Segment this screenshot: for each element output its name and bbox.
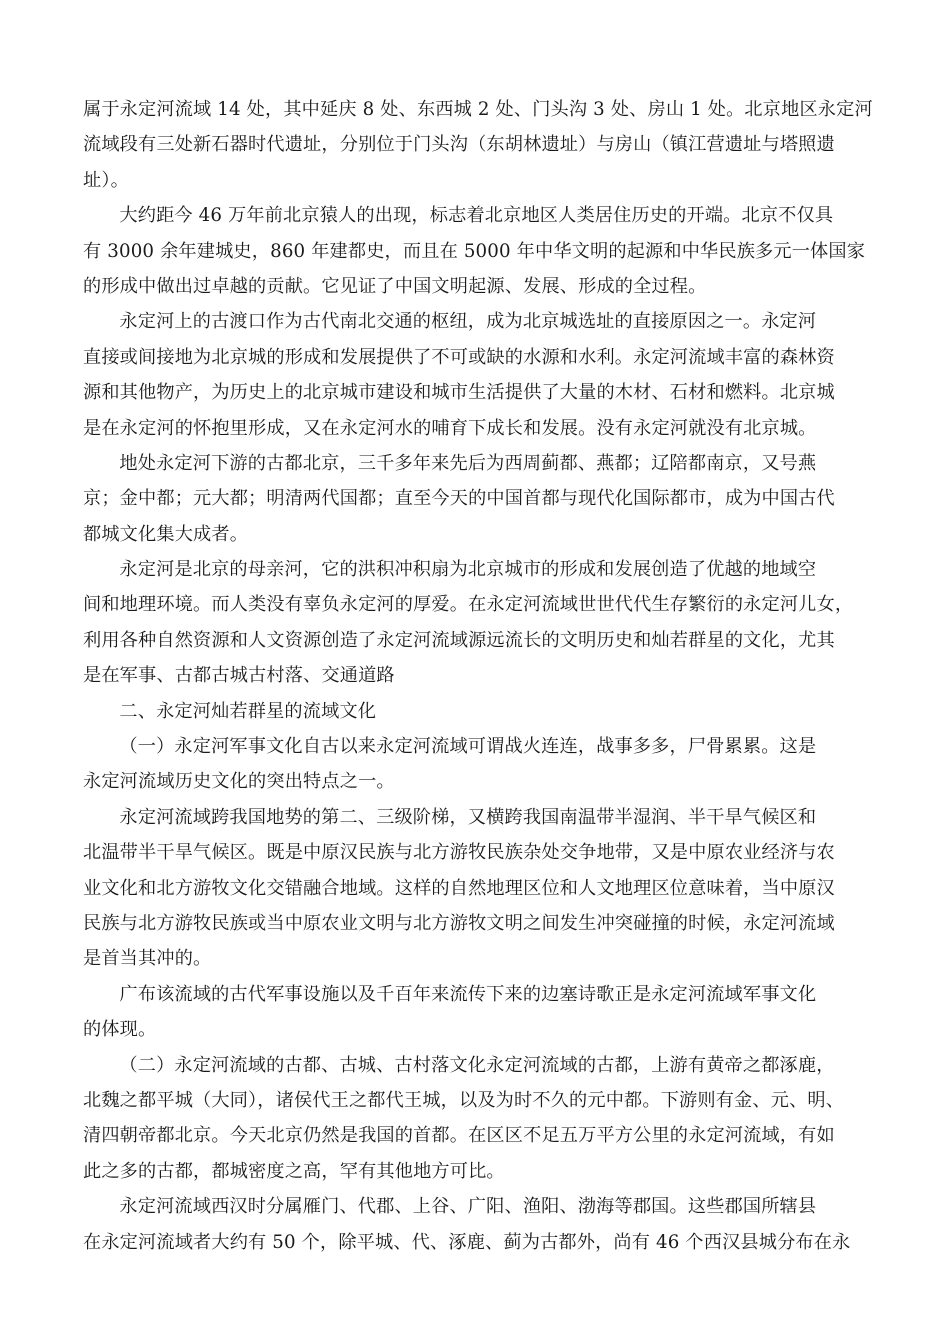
paragraph [83, 446, 879, 552]
document-body [83, 92, 879, 1260]
text-line: 京；金中都；元大都；明清两代国都；直至今天的中国首都与现代化国际都市，成为中国古代 [83, 488, 835, 510]
text-line: 永定河流域跨我国地势的第二、三级阶梯，又横跨我国南温带半湿润、半干旱气候区和 [119, 806, 817, 828]
text-line: （二）永定河流域的古都、古城、古村落文化永定河流域的古都，上游有黄帝之都涿鹿， [119, 1054, 835, 1076]
text-line: 是在军事、古都古城古村落、交通道路 [83, 665, 395, 687]
text-line: 民族与北方游牧民族或当中原农业文明与北方游牧文明之间发生冲突碰撞的时候，永定河流域 [83, 912, 835, 934]
paragraph [83, 800, 879, 977]
text-line: 永定河流域西汉时分属雁门、代郡、上谷、广阳、渔阳、渤海等郡国。这些郡国所辖县 [119, 1196, 817, 1218]
text-line: 直接或间接地为北京城的形成和发展提供了不可或缺的水源和水利。永定河流域丰富的森林资 [83, 346, 835, 368]
text-line: 利用各种自然资源和人文资源创造了永定河流域源远流长的文明历史和灿若群星的文化，尤其 [83, 629, 835, 651]
paragraph [83, 304, 879, 446]
text-line: 都城文化集大成者。 [83, 523, 249, 545]
text-line: 永定河流域历史文化的突出特点之一。 [83, 771, 395, 793]
text-line: 属于永定河流域 14 处，其中延庆 8 处、东西城 2 处、门头沟 3 处、房山 1 处。北京地区永定河 [83, 99, 873, 120]
text-line: 北温带半干旱气候区。既是中原汉民族与北方游牧民族杂处交争地带，又是中原农业经济与农 [83, 842, 835, 864]
text-line: 地处永定河下游的古都北京，三千多年来先后为西周蓟都、燕都；辽陪都南京，又号燕 [119, 452, 817, 474]
text-line: 北魏之都平城（大同），诸侯代王之都代王城，以及为时不久的元中都。下游则有金、元、明、 [83, 1089, 845, 1111]
text-line: 二、永定河灿若群星的流域文化 [119, 700, 377, 722]
paragraph [83, 729, 879, 800]
text-line: 业文化和北方游牧文化交错融合地域。这样的自然地理区位和人文地理区位意味着，当中原汉 [83, 877, 835, 899]
text-line: 间和地理环境。而人类没有辜负永定河的厚爱。在永定河流域世世代代生存繁衍的永定河儿女， [83, 594, 854, 616]
paragraph [83, 1189, 879, 1260]
paragraph [83, 1048, 879, 1190]
text-line: 源和其他物产，为历史上的北京城市建设和城市生活提供了大量的木材、石材和燃料。北京城 [83, 382, 835, 404]
text-line: 的体现。 [83, 1019, 157, 1041]
text-line: 在永定河流域者大约有 50 个，除平城、代、涿鹿、蓟为古都外，尚有 46 个西汉县城分布在永 [83, 1231, 851, 1253]
text-line: 永定河上的古渡口作为古代南北交通的枢纽，成为北京城选址的直接原因之一。永定河 [119, 311, 817, 333]
text-line: 流域段有三处新石器时代遗址，分别位于门头沟（东胡林遗址）与房山（镇江营遗址与塔照遗 [83, 134, 835, 156]
text-line: 有 3000 余年建城史，860 年建都史，而且在 5000 年中华文明的起源和中华民族多元一体国家 [83, 240, 866, 262]
text-line: 址）。 [83, 169, 129, 191]
text-line: 大约距今 46 万年前北京猿人的出现，标志着北京地区人类居住历史的开端。北京不仅具 [119, 205, 834, 227]
paragraph [83, 552, 879, 694]
text-line: 的形成中做出过卓越的贡献。它见证了中国文明起源、发展、形成的全过程。 [83, 275, 707, 297]
text-line: （一）永定河军事文化自古以来永定河流域可谓战火连连，战事多多，尸骨累累。这是 [119, 736, 817, 758]
text-line: 是在永定河的怀抱里形成，又在永定河水的哺育下成长和发展。没有永定河就没有北京城。 [83, 417, 817, 439]
paragraph [83, 92, 879, 198]
text-line: 清四朝帝都北京。今天北京仍然是我国的首都。在区区不足五万平方公里的永定河流域，有如 [83, 1125, 835, 1147]
text-line: 永定河是北京的母亲河，它的洪积冲积扇为北京城市的形成和发展创造了优越的地域空 [119, 559, 817, 581]
paragraph [83, 694, 879, 729]
paragraph [83, 198, 879, 304]
text-line: 此之多的古都，都城密度之高，罕有其他地方可比。 [83, 1160, 505, 1182]
text-line: 广布该流域的古代军事设施以及千百年来流传下来的边塞诗歌正是永定河流域军事文化 [119, 983, 817, 1005]
paragraph [83, 977, 879, 1048]
text-line: 是首当其冲的。 [83, 948, 212, 970]
